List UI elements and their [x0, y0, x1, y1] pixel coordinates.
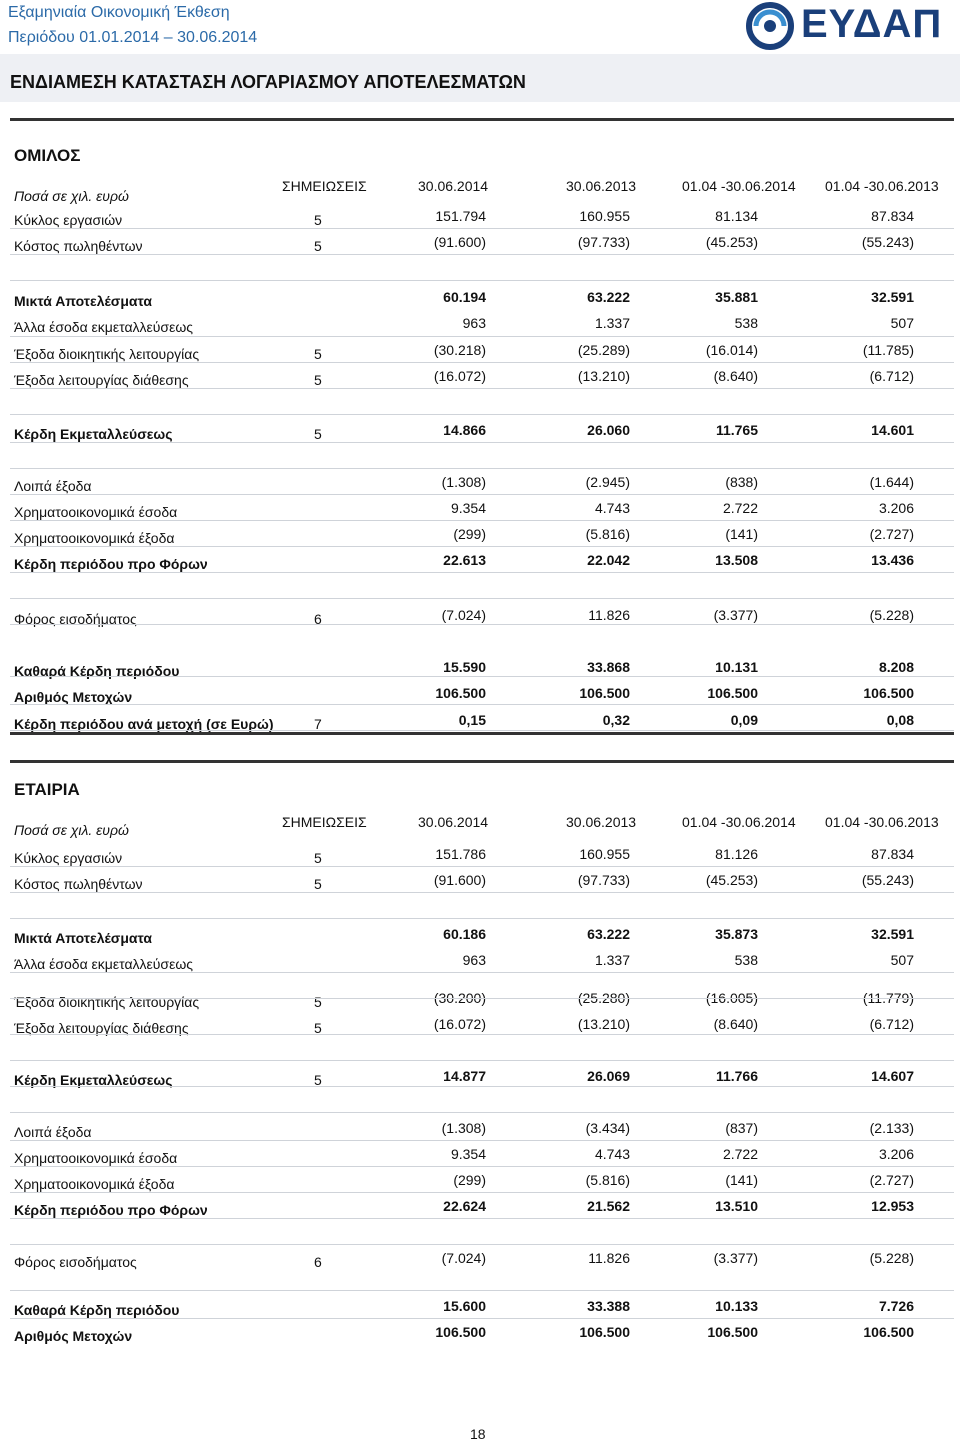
- row-label: Κύκλος εργασιών: [14, 212, 123, 228]
- row-label: Χρηματοοικονομικά έξοδα: [14, 530, 175, 546]
- col-header-4: 01.04 -30.06.2013: [825, 178, 939, 194]
- row-divider: [10, 280, 954, 281]
- cell-value: 13.508: [715, 552, 758, 568]
- row-label: Κέρδη περιόδου προ Φόρων: [14, 1202, 208, 1218]
- table-row: [10, 988, 954, 1014]
- row-label: Άλλα έσοδα εκμεταλλεύσεως: [14, 956, 193, 972]
- cell-value: 32.591: [871, 289, 914, 305]
- row-divider: [10, 442, 954, 443]
- logo-text: ΕΥΔΑΠ: [801, 2, 943, 46]
- cell-value: (299): [453, 1172, 486, 1188]
- cell-value: (16.014): [705, 342, 758, 358]
- page-number: 18: [470, 1426, 486, 1442]
- cell-value: (3.377): [713, 607, 758, 623]
- cell-value: 160.955: [579, 846, 630, 862]
- row-label: Έξοδα λειτουργίας διάθεσης: [14, 1020, 189, 1036]
- cell-value: (8.640): [713, 368, 758, 384]
- cell-value: (3.434): [585, 1120, 630, 1136]
- row-note: 5: [314, 212, 322, 228]
- cell-value: 538: [734, 952, 758, 968]
- cell-value: 507: [890, 952, 914, 968]
- cell-value: 0,32: [602, 712, 630, 728]
- cell-value: (1.308): [441, 474, 486, 490]
- row-divider: [10, 414, 954, 415]
- row-divider: [10, 520, 954, 521]
- cell-value: 13.436: [871, 552, 914, 568]
- company-title: ΕΤΑΙΡΙΑ: [14, 780, 80, 799]
- row-label: Χρηματοοικονομικά έξοδα: [14, 1176, 175, 1192]
- cell-value: (2.727): [869, 526, 914, 542]
- cell-value: (97.733): [577, 872, 630, 888]
- row-divider: [10, 892, 954, 893]
- cell-value: 4.743: [594, 500, 630, 516]
- row-divider: [10, 624, 954, 625]
- cell-value: 87.834: [871, 208, 914, 224]
- cell-value: (1.308): [441, 1120, 486, 1136]
- cell-value: (97.733): [577, 234, 630, 250]
- row-label: Χρηματοοικονομικά έσοδα: [14, 504, 178, 520]
- row-divider: [10, 1192, 954, 1193]
- cell-value: 15.590: [443, 659, 486, 675]
- company-logo: [746, 2, 956, 50]
- logo-swirl-icon: [746, 2, 794, 50]
- cell-value: 10.131: [715, 659, 758, 675]
- cell-value: 35.881: [715, 289, 758, 305]
- group-title: ΟΜΙΛΟΣ: [14, 146, 81, 165]
- row-note: 7: [314, 716, 322, 732]
- cell-value: (91.600): [433, 872, 486, 888]
- row-divider: [10, 494, 954, 495]
- notes-header: ΣΗΜΕΙΩΣΕΙΣ: [282, 814, 367, 830]
- cell-value: 14.601: [871, 422, 914, 438]
- cell-value: 22.613: [443, 552, 486, 568]
- row-divider: [10, 1318, 954, 1319]
- cell-value: 2.722: [722, 1146, 758, 1162]
- row-divider: [10, 1060, 954, 1061]
- row-divider: [10, 572, 954, 573]
- cell-value: (11.785): [862, 342, 914, 358]
- row-label: Μικτά Αποτελέσματα: [14, 930, 153, 946]
- cell-value: 2.722: [722, 500, 758, 516]
- cell-value: 106.500: [435, 1324, 486, 1340]
- col-header-1: 30.06.2014: [418, 814, 489, 830]
- cell-value: 26.069: [587, 1068, 630, 1084]
- row-divider: [10, 336, 954, 337]
- cell-value: (16.005): [705, 990, 758, 1006]
- col-header-3: 01.04 -30.06.2014: [682, 178, 796, 194]
- row-divider: [10, 546, 954, 547]
- cell-value: 9.354: [450, 500, 486, 516]
- cell-value: (8.640): [713, 1016, 758, 1032]
- cell-value: 538: [734, 315, 758, 331]
- cell-value: (30.218): [433, 342, 486, 358]
- cell-value: (30.200): [433, 990, 486, 1006]
- cell-value: 106.500: [863, 1324, 914, 1340]
- col-header-2: 30.06.2013: [566, 814, 637, 830]
- cell-value: 26.060: [587, 422, 630, 438]
- cell-value: 507: [890, 315, 914, 331]
- row-label: Αριθμός Μετοχών: [14, 1328, 133, 1344]
- row-label: Κέρδη Εκμεταλλεύσεως: [14, 426, 173, 442]
- cell-value: 60.186: [443, 926, 486, 942]
- cell-value: 81.134: [715, 208, 758, 224]
- row-label: Λοιπά έξοδα: [14, 1124, 92, 1140]
- row-divider: [10, 1166, 954, 1167]
- cell-value: 11.826: [588, 1250, 630, 1266]
- row-divider: [10, 228, 954, 229]
- cell-value: 106.500: [707, 685, 758, 701]
- row-note: 5: [314, 876, 322, 892]
- cell-value: (141): [725, 526, 758, 542]
- cell-value: 11.765: [715, 422, 758, 438]
- row-label: Φόρος εισοδήματος: [14, 611, 137, 627]
- cell-value: 0,09: [730, 712, 758, 728]
- row-divider: [10, 972, 954, 973]
- cell-value: (45.253): [705, 234, 758, 250]
- cell-value: (2.945): [585, 474, 630, 490]
- row-divider: [10, 1140, 954, 1141]
- cell-value: 106.500: [579, 1324, 630, 1340]
- cell-value: 35.873: [715, 926, 758, 942]
- row-divider: [10, 676, 954, 677]
- col-header-2: 30.06.2013: [566, 178, 637, 194]
- cell-value: 14.607: [871, 1068, 914, 1084]
- report-period: Περιόδου 01.01.2014 – 30.06.2014: [8, 29, 258, 46]
- cell-value: 1.337: [594, 952, 630, 968]
- col-header-3: 01.04 -30.06.2014: [682, 814, 796, 830]
- table-row: [10, 1066, 954, 1092]
- row-divider: [10, 918, 954, 919]
- cell-value: (7.024): [441, 1250, 486, 1266]
- cell-value: 151.786: [435, 846, 486, 862]
- cell-value: (5.816): [585, 526, 630, 542]
- cell-value: (16.072): [433, 1016, 486, 1032]
- cell-value: 160.955: [579, 208, 630, 224]
- row-divider: [10, 704, 954, 705]
- cell-value: 32.591: [871, 926, 914, 942]
- cell-value: 106.500: [435, 685, 486, 701]
- cell-value: 963: [462, 315, 486, 331]
- cell-value: 14.877: [443, 1068, 486, 1084]
- cell-value: (25.280): [577, 990, 630, 1006]
- cell-value: 963: [462, 952, 486, 968]
- cell-value: 4.743: [594, 1146, 630, 1162]
- row-label: Κέρδη Εκμεταλλεύσεως: [14, 1072, 173, 1088]
- cell-value: 12.953: [871, 1198, 914, 1214]
- cell-value: 15.600: [443, 1298, 486, 1314]
- cell-value: 11.766: [715, 1068, 758, 1084]
- col-header-4: 01.04 -30.06.2013: [825, 814, 939, 830]
- row-divider: [10, 1034, 954, 1035]
- cell-value: (2.133): [869, 1120, 914, 1136]
- cell-value: 13.510: [715, 1198, 758, 1214]
- section-bottom-rule: [10, 732, 954, 735]
- cell-value: 21.562: [587, 1198, 630, 1214]
- row-label: Κόστος πωληθέντων: [14, 238, 143, 254]
- cell-value: (838): [725, 474, 758, 490]
- cell-value: 0,15: [458, 712, 486, 728]
- section-top-rule: [10, 760, 954, 763]
- cell-value: 11.826: [588, 607, 630, 623]
- row-divider: [10, 1218, 954, 1219]
- row-divider: [10, 866, 954, 867]
- cell-value: (5.228): [869, 607, 914, 623]
- cell-value: (3.377): [713, 1250, 758, 1266]
- cell-value: 7.726: [878, 1298, 914, 1314]
- table-row: [10, 1014, 954, 1040]
- row-note: 5: [314, 372, 322, 388]
- cell-value: (13.210): [577, 368, 630, 384]
- report-title: Εξαμηνιαία Οικονομική Έκθεση: [8, 4, 230, 21]
- cell-value: (6.712): [869, 368, 914, 384]
- cell-value: 22.042: [587, 552, 630, 568]
- row-label: Κέρδη περιόδου ανά μετοχή (σε Ευρώ): [14, 716, 274, 732]
- cell-value: 10.133: [715, 1298, 758, 1314]
- row-label: Φόρος εισοδήματος: [14, 1254, 137, 1270]
- cell-value: 33.868: [587, 659, 630, 675]
- cell-value: (5.228): [869, 1250, 914, 1266]
- cell-value: 9.354: [450, 1146, 486, 1162]
- cell-value: 3.206: [878, 1146, 914, 1162]
- col-header-1: 30.06.2014: [418, 178, 489, 194]
- row-note: 5: [314, 850, 322, 866]
- row-label: Κέρδη περιόδου προ Φόρων: [14, 556, 208, 572]
- cell-value: 60.194: [443, 289, 486, 305]
- row-divider: [10, 388, 954, 389]
- row-note: 5: [314, 426, 322, 442]
- row-label: Έξοδα διοικητικής λειτουργίας: [14, 994, 200, 1010]
- row-divider: [10, 730, 954, 731]
- cell-value: 1.337: [594, 315, 630, 331]
- cell-value: 22.624: [443, 1198, 486, 1214]
- cell-value: (7.024): [441, 607, 486, 623]
- row-label: Άλλα έσοδα εκμεταλλεύσεως: [14, 319, 193, 335]
- cell-value: (299): [453, 526, 486, 542]
- cell-value: (55.243): [861, 872, 914, 888]
- row-label: Χρηματοοικονομικά έσοδα: [14, 1150, 178, 1166]
- row-label: Έξοδα λειτουργίας διάθεσης: [14, 372, 189, 388]
- row-note: 6: [314, 1254, 322, 1270]
- row-label: Καθαρά Κέρδη περιόδου: [14, 663, 180, 679]
- table-row: [10, 657, 954, 683]
- cell-value: (16.072): [433, 368, 486, 384]
- row-note: 5: [314, 994, 322, 1010]
- row-divider: [10, 1086, 954, 1087]
- row-label: Κόστος πωληθέντων: [14, 876, 143, 892]
- row-divider: [10, 362, 954, 363]
- cell-value: 106.500: [863, 685, 914, 701]
- table-row: [10, 683, 954, 709]
- cell-value: 0,08: [886, 712, 914, 728]
- section-top-rule: [10, 118, 954, 121]
- cell-value: (55.243): [861, 234, 914, 250]
- cell-value: (45.253): [705, 872, 758, 888]
- row-note: 5: [314, 1020, 322, 1036]
- cell-value: 87.834: [871, 846, 914, 862]
- cell-value: 63.222: [587, 926, 630, 942]
- notes-header: ΣΗΜΕΙΩΣΕΙΣ: [282, 178, 367, 194]
- cell-value: (2.727): [869, 1172, 914, 1188]
- row-label: Έξοδα διοικητικής λειτουργίας: [14, 346, 200, 362]
- row-note: 5: [314, 1072, 322, 1088]
- row-label: Αριθμός Μετοχών: [14, 689, 133, 705]
- row-divider: [10, 598, 954, 599]
- cell-value: (13.210): [577, 1016, 630, 1032]
- cell-value: 106.500: [579, 685, 630, 701]
- cell-value: (1.644): [869, 474, 914, 490]
- table-row: [10, 287, 954, 313]
- cell-value: 14.866: [443, 422, 486, 438]
- amounts-label: Ποσά σε χιλ. ευρώ: [14, 822, 129, 838]
- statement-title: ΕΝΔΙΑΜΕΣΗ ΚΑΤΑΣΤΑΣΗ ΛΟΓΑΡΙΑΣΜΟΥ ΑΠΟΤΕΛΕΣΜΑΤΩΝ: [10, 72, 526, 92]
- row-note: 5: [314, 346, 322, 362]
- cell-value: 81.126: [715, 846, 758, 862]
- cell-value: (11.779): [862, 990, 914, 1006]
- row-divider: [10, 1112, 954, 1113]
- cell-value: (837): [725, 1120, 758, 1136]
- row-label: Κύκλος εργασιών: [14, 850, 123, 866]
- table-row: [10, 605, 954, 631]
- table-row: [10, 1248, 954, 1274]
- cell-value: (6.712): [869, 1016, 914, 1032]
- cell-value: (91.600): [433, 234, 486, 250]
- cell-value: 33.388: [587, 1298, 630, 1314]
- row-divider: [10, 254, 954, 255]
- row-note: 5: [314, 238, 322, 254]
- row-divider: [10, 468, 954, 469]
- cell-value: (5.816): [585, 1172, 630, 1188]
- cell-value: 63.222: [587, 289, 630, 305]
- cell-value: 151.794: [435, 208, 486, 224]
- table-row: [10, 924, 954, 950]
- row-label: Καθαρά Κέρδη περιόδου: [14, 1302, 180, 1318]
- cell-value: (25.289): [577, 342, 630, 358]
- row-note: 6: [314, 611, 322, 627]
- cell-value: 8.208: [878, 659, 914, 675]
- row-divider: [10, 1290, 954, 1291]
- row-divider: [10, 1244, 954, 1245]
- table-row: [10, 1322, 954, 1348]
- cell-value: (141): [725, 1172, 758, 1188]
- cell-value: 106.500: [707, 1324, 758, 1340]
- row-label: Μικτά Αποτελέσματα: [14, 293, 153, 309]
- cell-value: 3.206: [878, 500, 914, 516]
- row-divider: [10, 998, 954, 999]
- row-label: Λοιπά έξοδα: [14, 478, 92, 494]
- amounts-label: Ποσά σε χιλ. ευρώ: [14, 188, 129, 204]
